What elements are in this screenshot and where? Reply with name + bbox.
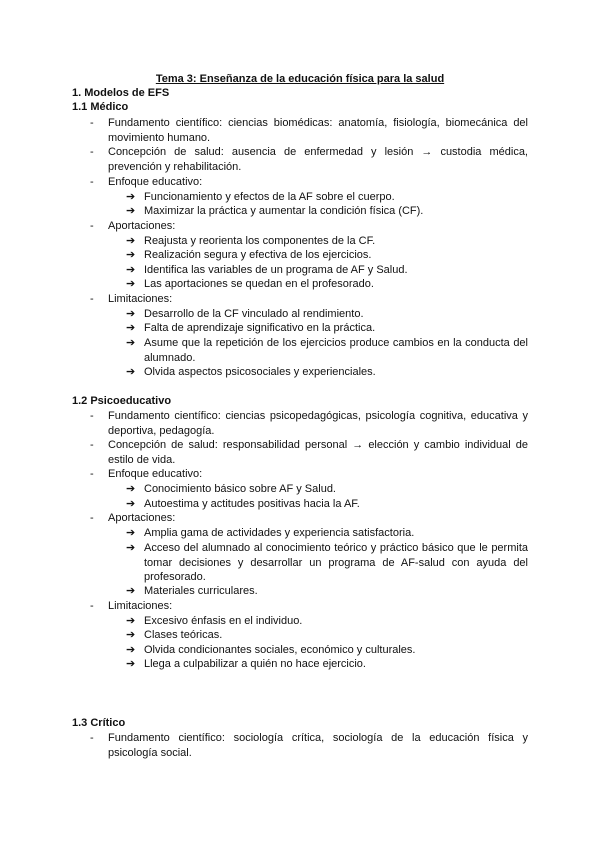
dash-marker: -	[90, 293, 94, 305]
psico-aportaciones-label: Aportaciones:	[108, 512, 176, 524]
medico-fundamento: Fundamento científico: ciencias biomédicas: anatomía, fisiología, biomecánica del movimiento humano.	[108, 117, 528, 144]
list-item	[126, 234, 528, 249]
psico-limitacion-4: Llega a culpabilizar a quién no hace ejercicio.	[144, 658, 366, 670]
psico-enfoque-label: Enfoque educativo:	[108, 468, 203, 480]
dash-marker: -	[90, 600, 94, 612]
psico-aportacion-1: Amplia gama de actividades y experiencia satisfactoria.	[144, 527, 415, 539]
document-title: Tema 3: Enseñanza de la educación física para la salud	[155, 73, 445, 85]
list-item	[90, 731, 528, 760]
medico-limitaciones-label: Limitaciones:	[108, 293, 173, 305]
medico-aportacion-4: Las aportaciones se quedan en el profesorado.	[144, 278, 374, 290]
heading-modelos: 1. Modelos de EFS	[72, 87, 170, 99]
medico-enfoque-2: Maximizar la práctica y aumentar la condición física (CF).	[144, 205, 424, 217]
heading-critico: 1.3 Crítico	[72, 717, 126, 729]
arrow-icon: ➔	[126, 366, 136, 378]
list-item	[126, 497, 528, 512]
psico-aportacion-2: Acceso del alumnado al conocimiento teórico y práctico básico que le permita tomar decisiones y desarrollar un programa de AF-salud con ayuda del profesorado.	[144, 542, 528, 583]
arrow-icon: ➔	[126, 542, 136, 554]
dash-marker: -	[90, 439, 94, 451]
list-item	[126, 584, 528, 599]
list-item	[90, 599, 528, 614]
medico-limitacion-4: Olvida aspectos psicosociales y experienciales.	[144, 366, 376, 378]
medico-aportacion-2: Realización segura y efectiva de los ejercicios.	[144, 249, 372, 261]
list-item	[126, 248, 528, 263]
arrow-icon: ➔	[126, 629, 136, 641]
dash-marker: -	[90, 176, 94, 188]
list-item	[90, 467, 528, 482]
psico-limitacion-2: Clases teóricas.	[144, 629, 223, 641]
dash-marker: -	[90, 117, 94, 129]
arrow-icon: ➔	[126, 264, 136, 276]
medico-limitacion-2: Falta de aprendizaje significativo en la práctica.	[144, 322, 376, 334]
medico-concepcion: Concepción de salud: ausencia de enfermedad y lesión → custodia médica, prevención y rehabilitación.	[108, 146, 528, 173]
arrow-icon: ➔	[126, 483, 136, 495]
psico-fundamento: Fundamento científico: ciencias psicopedagógicas, psicología cognitiva, educativa y deportiva, pedagogía.	[108, 410, 528, 437]
medico-enfoque-label: Enfoque educativo:	[108, 176, 203, 188]
arrow-icon: ➔	[126, 205, 136, 217]
arrow-icon: ➔	[126, 585, 136, 597]
list-item	[126, 628, 528, 643]
dash-marker: -	[90, 732, 94, 744]
psico-limitacion-3: Olvida condicionantes sociales, económico y culturales.	[144, 644, 416, 656]
heading-medico: 1.1 Médico	[72, 101, 129, 113]
heading-psicoeducativo: 1.2 Psicoeducativo	[72, 395, 172, 407]
list-item	[126, 541, 528, 585]
list-item	[90, 145, 528, 174]
arrow-icon: ➔	[126, 644, 136, 656]
medico-aportaciones-label: Aportaciones:	[108, 220, 176, 232]
arrow-icon: ➔	[126, 278, 136, 290]
list-item	[126, 482, 528, 497]
arrow-icon: ➔	[126, 322, 136, 334]
list-item	[90, 175, 528, 190]
medico-aportacion-1: Reajusta y reorienta los componentes de la CF.	[144, 235, 376, 247]
list-item	[126, 365, 528, 380]
list-item	[126, 307, 528, 322]
arrow-icon: ➔	[126, 527, 136, 539]
list-item	[126, 526, 528, 541]
psico-aportacion-3: Materiales curriculares.	[144, 585, 258, 597]
arrow-icon: ➔	[126, 235, 136, 247]
arrow-icon: ➔	[126, 308, 136, 320]
psico-concepcion: Concepción de salud: responsabilidad personal → elección y cambio individual de estilo de vida.	[108, 439, 528, 466]
list-item	[90, 409, 528, 438]
arrow-icon: ➔	[126, 337, 136, 349]
list-item	[90, 438, 528, 467]
list-item	[126, 263, 528, 278]
arrow-icon: ➔	[126, 191, 136, 203]
list-item	[126, 321, 528, 336]
medico-limitacion-1: Desarrollo de la CF vinculado al rendimiento.	[144, 308, 364, 320]
dash-marker: -	[90, 512, 94, 524]
dash-marker: -	[90, 220, 94, 232]
arrow-icon: ➔	[126, 658, 136, 670]
list-item	[126, 277, 528, 292]
list-item	[90, 511, 528, 526]
list-item	[126, 614, 528, 629]
list-item	[90, 292, 528, 307]
list-item	[90, 116, 528, 145]
list-item	[126, 204, 528, 219]
medico-enfoque-1: Funcionamiento y efectos de la AF sobre el cuerpo.	[144, 191, 395, 203]
list-item	[90, 219, 528, 234]
dash-marker: -	[90, 410, 94, 422]
list-item	[126, 336, 528, 365]
arrow-icon: ➔	[126, 615, 136, 627]
medico-limitacion-3: Asume que la repetición de los ejercicios produce cambios en la conducta del alumnado.	[144, 337, 528, 364]
dash-marker: -	[90, 146, 94, 158]
critico-fundamento: Fundamento científico: sociología crítica, sociología de la educación física y psicología social.	[108, 732, 528, 759]
psico-enfoque-2: Autoestima y actitudes positivas hacia la AF.	[144, 498, 360, 510]
arrow-icon: ➔	[126, 498, 136, 510]
list-item	[126, 190, 528, 205]
psico-limitaciones-label: Limitaciones:	[108, 600, 173, 612]
arrow-icon: ➔	[126, 249, 136, 261]
list-item	[126, 643, 528, 658]
list-item	[126, 657, 528, 672]
medico-aportacion-3: Identifica las variables de un programa de AF y Salud.	[144, 264, 408, 276]
psico-limitacion-1: Excesivo énfasis en el individuo.	[144, 615, 303, 627]
psico-enfoque-1: Conocimiento básico sobre AF y Salud.	[144, 483, 336, 495]
dash-marker: -	[90, 468, 94, 480]
